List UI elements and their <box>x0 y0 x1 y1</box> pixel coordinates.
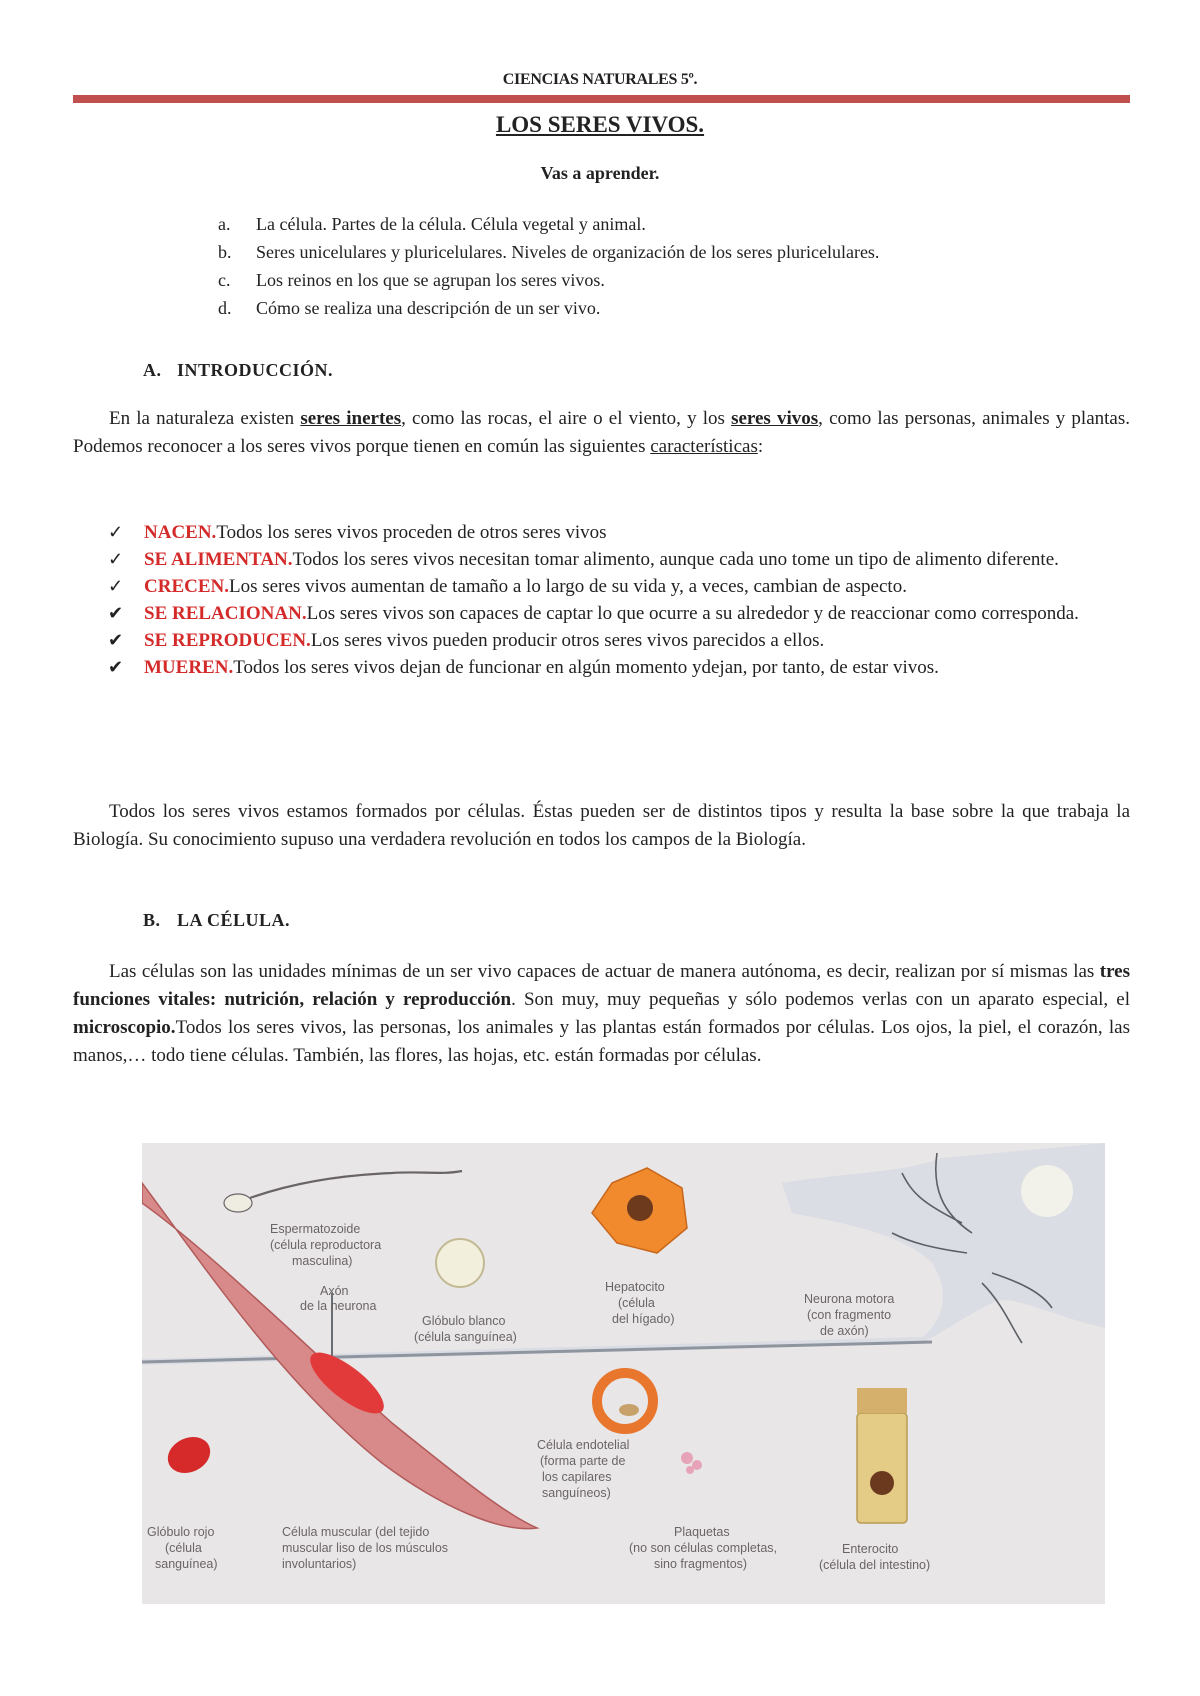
label-platelets-desc: (no son células completas, <box>629 1541 777 1555</box>
label-endothelial-title: Célula endotelial <box>537 1438 630 1452</box>
section-a-heading: A. INTRODUCCIÓN. <box>143 360 334 380</box>
characteristics-list <box>108 519 1130 681</box>
label-red-cell-title: Glóbulo rojo <box>147 1525 215 1539</box>
label-endothelial-desc3: sanguíneos) <box>542 1486 611 1500</box>
list-item: a. La célula. Partes de la célula. Célula vegetal y animal. <box>218 214 646 234</box>
label-axon-desc: de la neurona <box>300 1299 377 1313</box>
label-endothelial-desc2: los capilares <box>542 1470 612 1484</box>
label-red-cell-desc: (célula <box>165 1541 202 1555</box>
label-muscle-desc: muscular liso de los músculos <box>282 1541 449 1555</box>
list-item: ✔ MUEREN.Todos los seres vivos dejan de funcionar en algún momento ydejan, por tanto, de estar vivos. <box>108 654 1130 681</box>
label-neuron-desc: (con fragmento <box>807 1308 892 1322</box>
header-rule <box>73 95 1130 103</box>
list-item: d. Cómo se realiza una descripción de un ser vivo. <box>218 298 601 318</box>
list-item: ✔ SE REPRODUCEN.Los seres vivos pueden producir otros seres vivos parecidos a ellos. <box>108 627 1130 654</box>
page-header: CIENCIAS NATURALES 5º. <box>502 71 698 88</box>
section-b-heading: B. LA CÉLULA. <box>143 910 291 930</box>
label-hepatocyte-desc2: del hígado) <box>612 1312 675 1326</box>
learning-goals-list <box>218 210 1118 322</box>
label-enterocyte-title: Enterocito <box>842 1542 899 1556</box>
list-item: b. Seres unicelulares y pluricelulares. Niveles de organización de los seres pluricelulares. <box>218 242 880 262</box>
list-item: ✔ SE RELACIONAN.Los seres vivos son capaces de captar lo que ocurre a su alrededor y de reaccionar como corresponda. <box>108 600 1130 627</box>
cell-paragraph: Las células son las unidades mínimas de un ser vivo capaces de actuar de manera autónoma, es decir, realizan por sí mismas las tres funciones vitales: nutrición, relación y reproducción. Son muy, muy pequeñas y sólo podemos verlas con un aparato especial, el microscopio.Todos los seres vivos, las personas, los animales y las plantas están formados por células. Los ojos, la piel, el corazón, las manos,… todo tiene células. También, las flores, las hojas, etc. están formadas por células. <box>73 961 1130 1066</box>
red-blood-cell <box>162 1430 216 1479</box>
label-hepatocyte-title: Hepatocito <box>605 1280 665 1294</box>
check-icon: ✓ <box>108 549 124 569</box>
learn-heading: Vas a aprender. <box>540 163 660 183</box>
list-item: c. Los reinos en los que se agrupan los seres vivos. <box>218 270 605 290</box>
label-endothelial-desc: (forma parte de <box>540 1454 626 1468</box>
label-muscle-title: Célula muscular (del tejido <box>282 1525 430 1539</box>
label-white-cell-desc: (célula sanguínea) <box>414 1330 517 1344</box>
label-enterocyte-desc: (célula del intestino) <box>819 1558 931 1572</box>
label-platelets-title: Plaquetas <box>674 1525 730 1539</box>
list-item: ✓ CRECEN.Los seres vivos aumentan de tamaño a lo largo de su vida y, a veces, cambian de aspecto. <box>108 573 1130 600</box>
platelets <box>681 1452 702 1474</box>
check-icon: ✓ <box>108 576 124 596</box>
label-sperm-desc2: masculina) <box>292 1254 353 1268</box>
page-title: LOS SERES VIVOS. <box>495 112 705 137</box>
closing-paragraph: Todos los seres vivos estamos formados por células. Éstas pueden ser de distintos tipos y resulta la base sobre la que trabaja la Biología. Su conocimiento supuso una verdadera revolución en todos los campos de la Biología. <box>73 801 1130 850</box>
list-item: ✓ NACEN.Todos los seres vivos proceden de otros seres vivos <box>108 519 1130 546</box>
label-muscle-desc2: involuntarios) <box>282 1557 357 1571</box>
label-hepatocyte-desc: (célula <box>618 1296 655 1310</box>
label-platelets-desc2: sino fragmentos) <box>654 1557 748 1571</box>
check-icon: ✔ <box>108 603 124 623</box>
check-icon: ✔ <box>108 630 124 650</box>
hepatocyte <box>592 1168 687 1253</box>
white-blood-cell <box>436 1239 484 1287</box>
intro-paragraph: En la naturaleza existen seres inertes, como las rocas, el aire o el viento, y los seres vivos, como las personas, animales y plantas. Podemos reconocer a los seres vivos porque tienen en común las siguientes características: <box>73 408 1131 457</box>
label-sperm-desc: (célula reproductora <box>270 1238 382 1252</box>
label-red-cell-desc2: sanguínea) <box>155 1557 218 1571</box>
label-sperm-title: Espermatozoide <box>270 1222 361 1236</box>
label-neuron-title: Neurona motora <box>804 1292 895 1306</box>
check-icon: ✓ <box>108 522 124 542</box>
cell-types-illustration <box>142 1143 1105 1604</box>
endothelial-cell <box>597 1373 653 1429</box>
list-item: ✓ SE ALIMENTAN.Todos los seres vivos necesitan tomar alimento, aunque cada uno tome un tipo de alimento diferente. <box>108 546 1130 573</box>
label-neuron-desc2: de axón) <box>820 1324 869 1338</box>
enterocyte <box>857 1388 907 1523</box>
label-white-cell-title: Glóbulo blanco <box>422 1314 506 1328</box>
sperm-cell <box>224 1171 462 1212</box>
label-axon-title: Axón <box>320 1284 349 1298</box>
check-icon: ✔ <box>108 657 124 677</box>
